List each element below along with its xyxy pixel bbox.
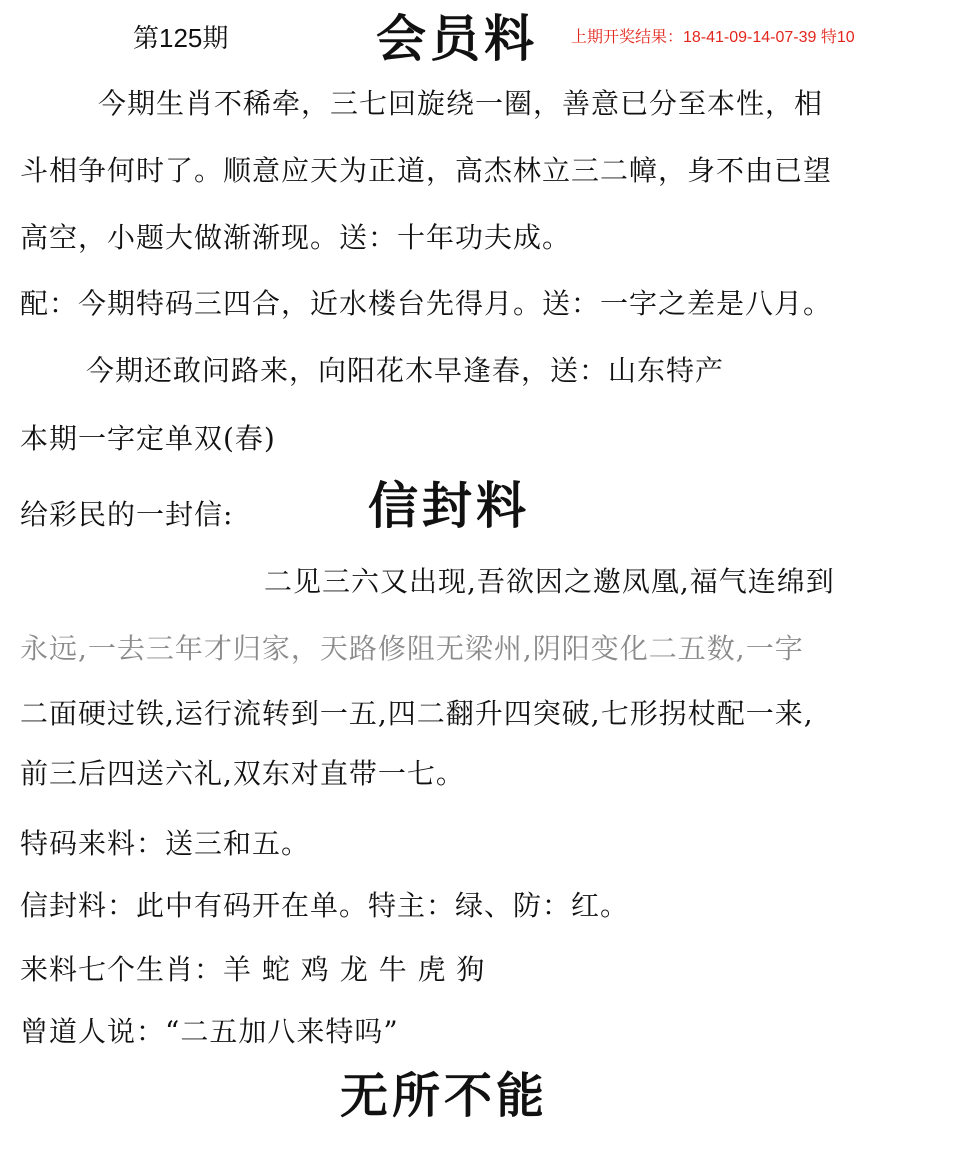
letter-line-3: 二面硬过铁,运行流转到一五,四二翻升四突破,七形拐杖配一来, bbox=[20, 697, 814, 730]
poem-line-3: 高空，小题大做渐渐现。送：十年功夫成。 bbox=[20, 221, 572, 254]
poem-line-1: 今期生肖不稀牵，三七回旋绕一圈，善意已分至本性，相 bbox=[98, 87, 824, 120]
one-character-line: 本期一字定单双(春) bbox=[20, 422, 276, 455]
envelope-line: 信封料：此中有码开在单。特主：绿、防：红。 bbox=[20, 889, 630, 922]
closing-phrase: 无所不能 bbox=[340, 1068, 549, 1124]
zodiac-line: 来料七个生肖：羊 蛇 鸡 龙 牛 虎 狗 bbox=[20, 953, 486, 986]
letter-title: 信封料 bbox=[368, 476, 530, 535]
letter-label: 给彩民的一封信: bbox=[20, 498, 234, 531]
issue-number: 第125期 bbox=[133, 23, 229, 53]
last-draw-result: 上期开奖结果：18-41-09-14-07-39 特10 bbox=[571, 29, 855, 46]
letter-line-2: 永远,一去三年才归家，天路修阻无梁州,阴阳变化二五数,一字 bbox=[20, 632, 804, 665]
poem-line-2: 斗相争何时了。顺意应天为正道，高杰林立三二幛，身不由已望 bbox=[20, 154, 833, 187]
taoist-quote-line: 曾道人说：“二五加八来特吗” bbox=[20, 1015, 399, 1048]
letter-line-4: 前三后四送六礼,双东对直带一七。 bbox=[20, 757, 465, 790]
pair-line: 配：今期特码三四合，近水楼台先得月。送：一字之差是八月。 bbox=[20, 287, 833, 320]
spring-line: 今期还敢问路来，向阳花木早逢春，送：山东特产 bbox=[86, 354, 725, 387]
special-code-line: 特码来料：送三和五。 bbox=[20, 827, 311, 860]
letter-line-1: 二见三六又出现,吾欲因之邀凤凰,福气连绵到 bbox=[264, 565, 835, 598]
page-title: 会员料 bbox=[376, 9, 538, 68]
